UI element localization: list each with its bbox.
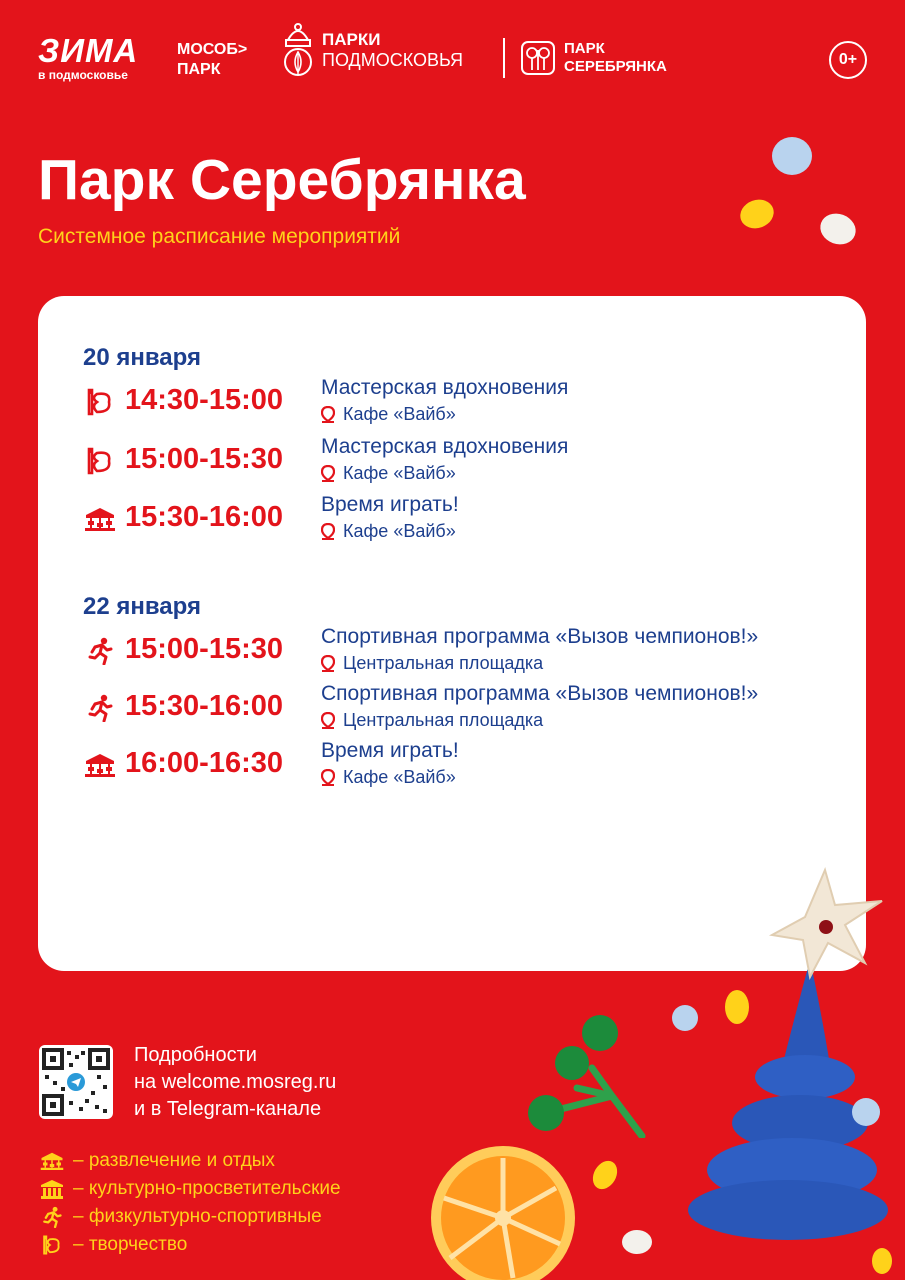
event-place	[321, 521, 456, 542]
event-place	[321, 463, 456, 484]
event-place-label: Кафе «Вайб»	[343, 404, 456, 424]
confetti-dot-blue	[852, 1098, 880, 1126]
creativity-icon	[83, 388, 117, 416]
park-tree-icon	[520, 40, 556, 76]
event-place-label: Кафе «Вайб»	[343, 463, 456, 483]
confetti-dot-yellow	[588, 1157, 622, 1194]
zima-logo[interactable]	[38, 32, 139, 82]
location-pin-icon	[321, 655, 335, 672]
info-text	[134, 1042, 336, 1123]
mosoblpark-line2: ПАРК	[177, 61, 221, 78]
event-place-label: Кафе «Вайб»	[343, 521, 456, 541]
confetti-dot-yellow	[872, 1248, 892, 1274]
confetti-dot-blue	[772, 137, 812, 175]
qr-code-pattern-icon	[39, 1045, 113, 1119]
location-pin-icon	[321, 523, 335, 540]
info-line[interactable]: на welcome.mosreg.ru	[134, 1071, 337, 1093]
acorn-hat-icon	[282, 22, 314, 78]
event-time: 15:30-16:00	[125, 501, 283, 533]
event-place-label: Центральная площадка	[343, 710, 544, 730]
legend-item	[39, 1175, 341, 1203]
confetti-dot-blue	[672, 1005, 698, 1031]
location-pin-icon	[321, 769, 335, 786]
schedule-date: 22 января	[83, 593, 201, 620]
legend-label: – культурно-просветительские	[73, 1178, 341, 1199]
parki-line1: ПАРКИ	[322, 30, 381, 49]
schedule-date: 20 января	[83, 344, 201, 371]
legend-label: – творчество	[73, 1234, 188, 1255]
info-line: Подробности	[134, 1044, 257, 1066]
event-place	[321, 767, 456, 788]
event-time: 15:00-15:30	[125, 443, 283, 475]
location-pin-icon	[321, 465, 335, 482]
page-subtitle: Системное расписание мероприятий	[38, 225, 401, 248]
legend-item	[39, 1203, 341, 1231]
confetti-dot-yellow	[725, 990, 749, 1024]
runner-icon	[83, 694, 117, 722]
creativity-icon	[39, 1235, 65, 1255]
event-time: 15:30-16:00	[125, 690, 283, 722]
confetti-dot-white	[622, 1230, 652, 1254]
carousel-icon	[83, 505, 117, 533]
berry-branch-decoration	[522, 1008, 652, 1138]
christmas-tree-decoration	[660, 865, 900, 1245]
info-line[interactable]: и в Telegram-канале	[134, 1098, 322, 1120]
confetti-dot-white	[816, 209, 860, 250]
location-pin-icon	[321, 406, 335, 423]
zima-logo-title: ЗИМА	[38, 32, 139, 69]
parki-podmoskovya-logo[interactable]	[282, 22, 463, 78]
orange-slice-decoration	[428, 1140, 578, 1280]
event-place	[321, 653, 543, 674]
logo-divider	[503, 38, 505, 78]
event-title: Время играть!	[321, 739, 459, 762]
event-title: Мастерская вдохновения	[321, 435, 569, 458]
parki-line2: ПОДМОСКОВЬЯ	[322, 50, 464, 70]
event-place-label: Центральная площадка	[343, 653, 544, 673]
mosoblpark-line1: МОСОБ>	[177, 41, 248, 58]
creativity-icon	[83, 447, 117, 475]
carousel-icon	[83, 751, 117, 779]
museum-icon	[39, 1179, 65, 1199]
confetti-dot-yellow	[736, 195, 778, 233]
legend-label: – развлечение и отдых	[73, 1150, 275, 1171]
event-title: Мастерская вдохновения	[321, 376, 569, 399]
park-logo-line1: ПАРК	[564, 40, 605, 57]
age-rating-badge: 0+	[829, 41, 867, 79]
zima-logo-subtitle: в подмосковье	[38, 68, 128, 82]
event-title: Время играть!	[321, 493, 459, 516]
park-serebryanka-logo[interactable]	[520, 40, 667, 76]
legend-item	[39, 1231, 341, 1259]
legend-item	[39, 1147, 341, 1175]
page-title: Парк Серебрянка	[38, 148, 526, 212]
event-place	[321, 404, 456, 425]
event-time: 15:00-15:30	[125, 633, 283, 665]
qr-code[interactable]	[39, 1045, 113, 1119]
carousel-icon	[39, 1151, 65, 1171]
runner-icon	[83, 637, 117, 665]
park-logo-line2: СЕРЕБРЯНКА	[564, 58, 667, 75]
location-pin-icon	[321, 712, 335, 729]
mosoblpark-logo[interactable]	[177, 40, 247, 80]
event-time: 14:30-15:00	[125, 384, 283, 416]
event-time: 16:00-16:30	[125, 747, 283, 779]
event-title: Спортивная программа «Вызов чемпионов!»	[321, 625, 759, 648]
legend	[39, 1147, 341, 1259]
event-place-label: Кафе «Вайб»	[343, 767, 456, 787]
runner-icon	[39, 1206, 65, 1228]
event-title: Спортивная программа «Вызов чемпионов!»	[321, 682, 759, 705]
event-place	[321, 710, 543, 731]
legend-label: – физкультурно-спортивные	[73, 1206, 322, 1227]
